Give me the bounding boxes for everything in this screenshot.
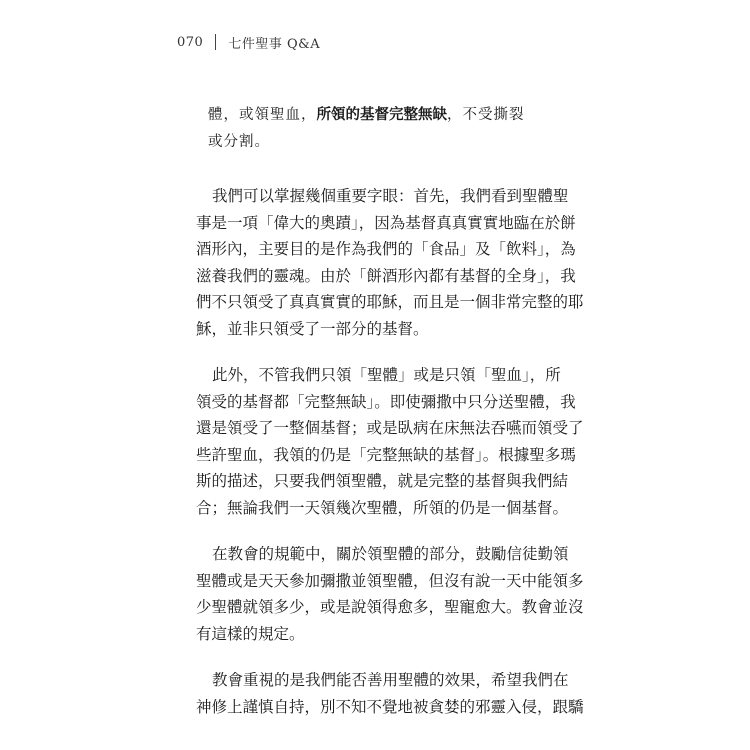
paragraph (196, 541, 584, 647)
text-line: 神修上謹慎自持，別不知不覺地被貪婪的邪靈入侵，跟驕 (196, 697, 584, 716)
quoted-passage (196, 102, 556, 155)
text-line: 們不只領受了真真實實的耶穌，而且是一個非常完整的耶 (196, 293, 584, 311)
text-line: 事是一項「偉大的奧蹟」，因為基督真真實實地臨在於餅 (196, 213, 576, 232)
text-line: 酒形內，主要目的是作為我們的「食品」及「飲料」，為 (196, 240, 576, 258)
book-title: 七件聖事 Q&A (228, 36, 321, 52)
header-divider (215, 34, 216, 50)
quote-text-post: ，不受撕裂 (447, 107, 525, 123)
text-line: 合；無論我們一天領幾次聖體，所領的仍是一個基督。 (196, 498, 569, 517)
text-line: 滋養我們的靈魂。由於「餅酒形內都有基督的全身」，我 (196, 266, 576, 285)
text-line: 領受的基督都「完整無缺」。即使彌撒中只分送聖體，我 (196, 392, 576, 411)
text-line: 斯的描述，只要我們領聖體，就是完整的基督與我們結 (196, 472, 569, 490)
paragraph (196, 183, 584, 342)
text-line: 此外，不管我們只領「聖體」或是只領「聖血」，所 (212, 366, 561, 384)
paragraph (196, 362, 584, 521)
text-line: 少聖體就領多少，或是說領得愈多，聖寵愈大。教會並沒 (196, 598, 584, 616)
quote-text-pre: 體，或領聖血， (208, 107, 317, 123)
text-line: 些許聖血，我領的仍是「完整無缺的基督」。根據聖多瑪 (196, 445, 576, 464)
text-line: 聖體或是天天參加彌撒並領聖體，但沒有說一天中能領多 (196, 571, 584, 590)
quote-line-1 (196, 102, 556, 129)
text-line: 還是領受了一整個基督；或是臥病在床無法吞嚥而領受了 (196, 419, 584, 437)
text-line: 教會重視的是我們能否善用聖體的效果，希望我們在 (212, 671, 569, 689)
text-line: 有這樣的規定。 (196, 624, 305, 643)
running-header (177, 30, 320, 54)
text-line: 穌，並非只領受了一部分的基督。 (196, 319, 429, 338)
text-line: 我們可以掌握幾個重要字眼：首先，我們看到聖體聖 (212, 187, 569, 205)
paragraph (196, 667, 584, 720)
quote-line-2: 或分割。 (208, 133, 270, 150)
text-line: 在教會的規範中，關於領聖體的部分，鼓勵信徒勤領 (212, 545, 569, 563)
page-number: 070 (177, 34, 204, 50)
quote-text-bold: 所領的基督完整無缺 (316, 107, 447, 123)
page-body (196, 102, 584, 720)
